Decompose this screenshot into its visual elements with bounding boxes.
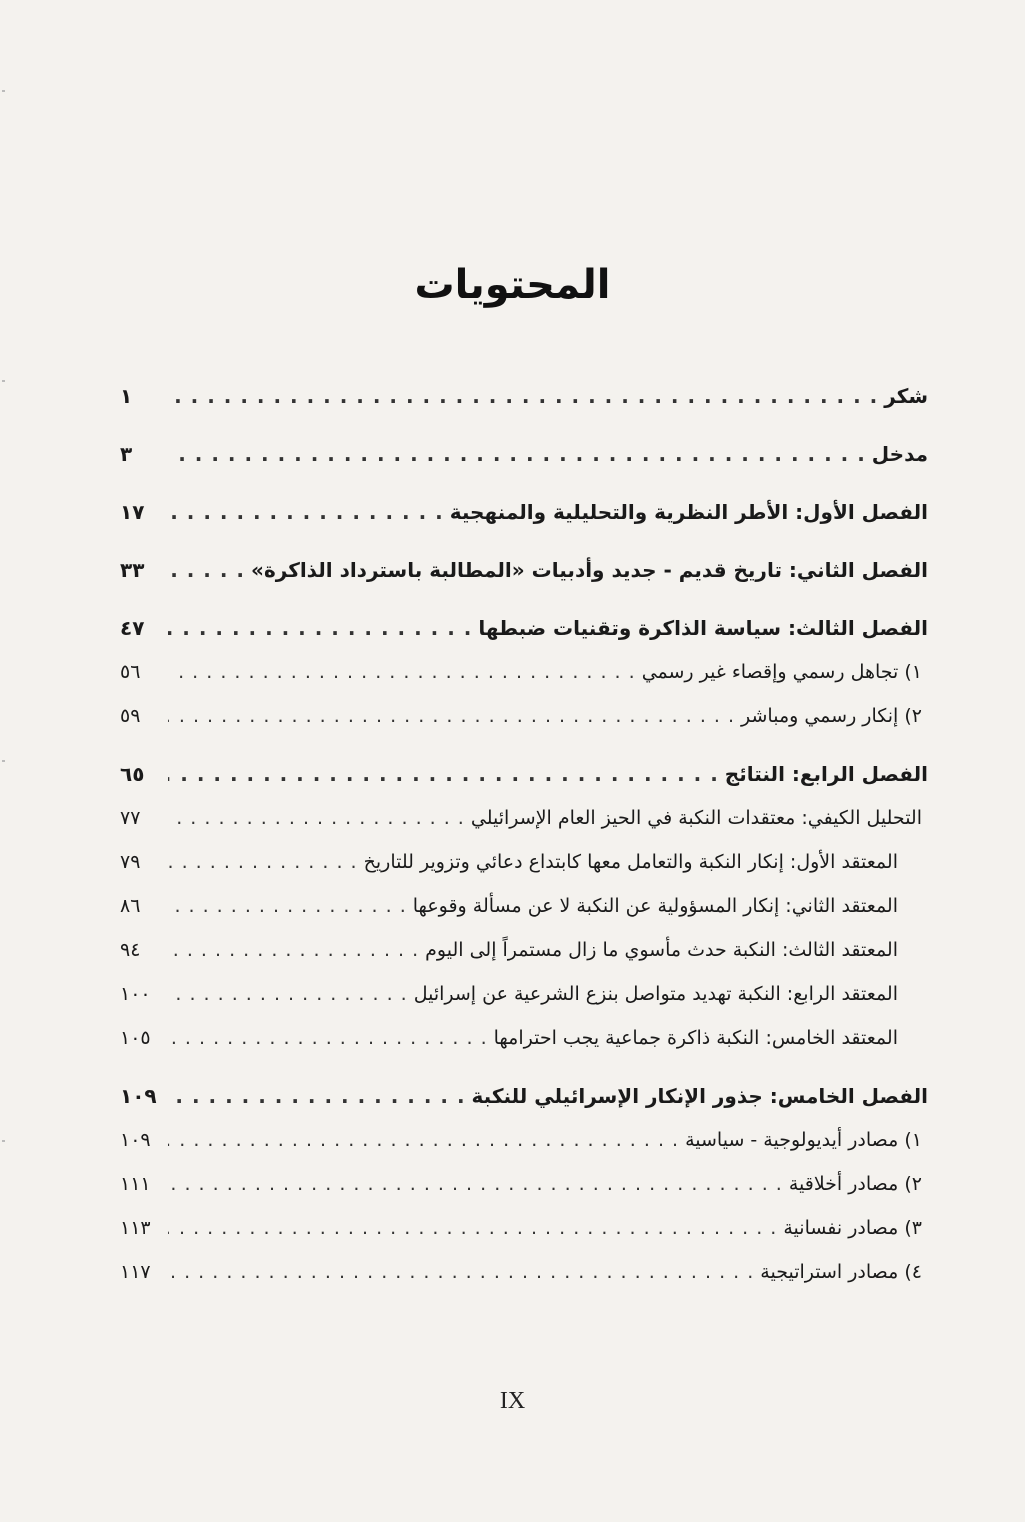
toc-entry-page: ١١١ xyxy=(120,1173,151,1195)
toc-entry-thanks[interactable] xyxy=(120,374,928,418)
toc-entry-page: ٩٤ xyxy=(120,939,141,961)
scan-edge-mark xyxy=(2,760,5,762)
toc-entry-5-2[interactable] xyxy=(120,1162,928,1206)
leader-dots xyxy=(168,432,866,476)
toc-entry-page: ١٧ xyxy=(120,500,145,524)
scan-edge-mark xyxy=(2,380,5,382)
toc-entry-belief-3[interactable] xyxy=(120,928,928,972)
scan-edge-mark xyxy=(2,90,5,92)
toc-entry-label: مدخل xyxy=(871,442,928,466)
toc-entry-belief-5[interactable] xyxy=(120,1016,928,1060)
toc-entry-chapter-3[interactable] xyxy=(120,606,928,650)
toc-entry-label: الفصل الخامس: جذور الإنكار الإسرائيلي للنكبة xyxy=(471,1084,928,1108)
leader-dots xyxy=(168,752,719,796)
toc-entry-label: الفصل الرابع: النتائج xyxy=(724,762,928,786)
toc-entry-qualitative-analysis[interactable] xyxy=(120,796,928,840)
toc-entry-label: ٢) إنكار رسمي ومباشر xyxy=(741,705,922,727)
toc-entry-label: المعتقد الثاني: إنكار المسؤولية عن النكبة لا عن مسألة وقوعها xyxy=(412,895,898,917)
leader-dots xyxy=(168,1250,754,1294)
leader-dots xyxy=(168,490,444,534)
leader-dots xyxy=(168,1118,679,1162)
toc-entry-label: ٤) مصادر استراتيجية xyxy=(760,1261,922,1283)
toc-entry-page: ٤٧ xyxy=(120,616,145,640)
toc-entry-label: الفصل الثالث: سياسة الذاكرة وتقنيات ضبطها xyxy=(478,616,928,640)
toc-entry-page: ٧٧ xyxy=(120,807,141,829)
toc-entry-label: ٣) مصادر نفسانية xyxy=(783,1217,922,1239)
toc-entry-belief-2[interactable] xyxy=(120,884,928,928)
leader-dots xyxy=(168,1016,488,1060)
page-number: IX xyxy=(499,1388,526,1414)
toc-entry-label: المعتقد الثالث: النكبة حدث مأسوي ما زال مستمراً إلى اليوم xyxy=(425,939,898,961)
leader-dots xyxy=(168,1206,777,1250)
toc-entry-3-2[interactable] xyxy=(120,694,928,738)
toc-entry-page: ١٠٠ xyxy=(120,983,151,1005)
toc-entry-page: ٣ xyxy=(120,442,133,466)
leader-dots xyxy=(168,972,408,1016)
toc-entry-page: ١٠٥ xyxy=(120,1027,151,1049)
toc-entry-page: ١٠٩ xyxy=(120,1084,157,1108)
toc-entry-label: المعتقد الأول: إنكار النكبة والتعامل معها كابتداع دعائي وتزوير للتاريخ xyxy=(363,851,898,873)
leader-dots xyxy=(168,548,245,592)
toc-entry-page: ٧٩ xyxy=(120,851,141,873)
leader-dots xyxy=(168,796,465,840)
toc-entry-chapter-4[interactable] xyxy=(120,752,928,796)
toc-entry-page: ١٠٩ xyxy=(120,1129,151,1151)
table-of-contents xyxy=(120,374,928,1294)
toc-entry-label: الفصل الثاني: تاريخ قديم - جديد وأدبيات «المطالبة باسترداد الذاكرة» xyxy=(251,558,928,582)
toc-entry-belief-1[interactable] xyxy=(120,840,928,884)
toc-entry-chapter-2[interactable] xyxy=(120,548,928,592)
leader-dots xyxy=(168,840,358,884)
toc-entry-introduction[interactable] xyxy=(120,432,928,476)
toc-entry-5-4[interactable] xyxy=(120,1250,928,1294)
toc-entry-label: ١) تجاهل رسمي وإقصاء غير رسمي xyxy=(641,661,922,683)
toc-entry-label: ٢) مصادر أخلاقية xyxy=(788,1173,922,1195)
toc-entry-page: ٦٥ xyxy=(120,762,145,786)
scan-edge-mark xyxy=(2,1140,5,1142)
toc-entry-label: المعتقد الرابع: النكبة تهديد متواصل بنزع الشرعية عن إسرائيل xyxy=(413,983,898,1005)
leader-dots xyxy=(168,374,878,418)
toc-entry-page: ١ xyxy=(120,384,133,408)
toc-entry-page: ١١٧ xyxy=(120,1261,151,1283)
toc-entry-5-1[interactable] xyxy=(120,1118,928,1162)
toc-entry-page: ٥٩ xyxy=(120,705,141,727)
leader-dots xyxy=(168,1162,783,1206)
toc-entry-page: ٣٣ xyxy=(120,558,145,582)
leader-dots xyxy=(168,694,735,738)
page-title: المحتويات xyxy=(414,262,611,308)
toc-entry-page: ٥٦ xyxy=(120,661,141,683)
toc-entry-page: ٨٦ xyxy=(120,895,141,917)
toc-entry-label: ١) مصادر أيديولوجية - سياسية xyxy=(685,1129,922,1151)
toc-entry-label: الفصل الأول: الأطر النظرية والتحليلية والمنهجية xyxy=(449,500,928,524)
leader-dots xyxy=(168,650,636,694)
toc-entry-chapter-5[interactable] xyxy=(120,1074,928,1118)
leader-dots xyxy=(168,606,472,650)
toc-entry-5-3[interactable] xyxy=(120,1206,928,1250)
toc-entry-page: ١١٣ xyxy=(120,1217,151,1239)
toc-entry-3-1[interactable] xyxy=(120,650,928,694)
toc-entry-label: المعتقد الخامس: النكبة ذاكرة جماعية يجب احترامها xyxy=(493,1027,898,1049)
toc-entry-belief-4[interactable] xyxy=(120,972,928,1016)
leader-dots xyxy=(168,1074,466,1118)
toc-entry-chapter-1[interactable] xyxy=(120,490,928,534)
leader-dots xyxy=(168,928,419,972)
leader-dots xyxy=(168,884,407,928)
toc-entry-label: التحليل الكيفي: معتقدات النكبة في الحيز العام الإسرائيلي xyxy=(470,807,922,829)
toc-entry-label: شكر xyxy=(884,384,928,408)
